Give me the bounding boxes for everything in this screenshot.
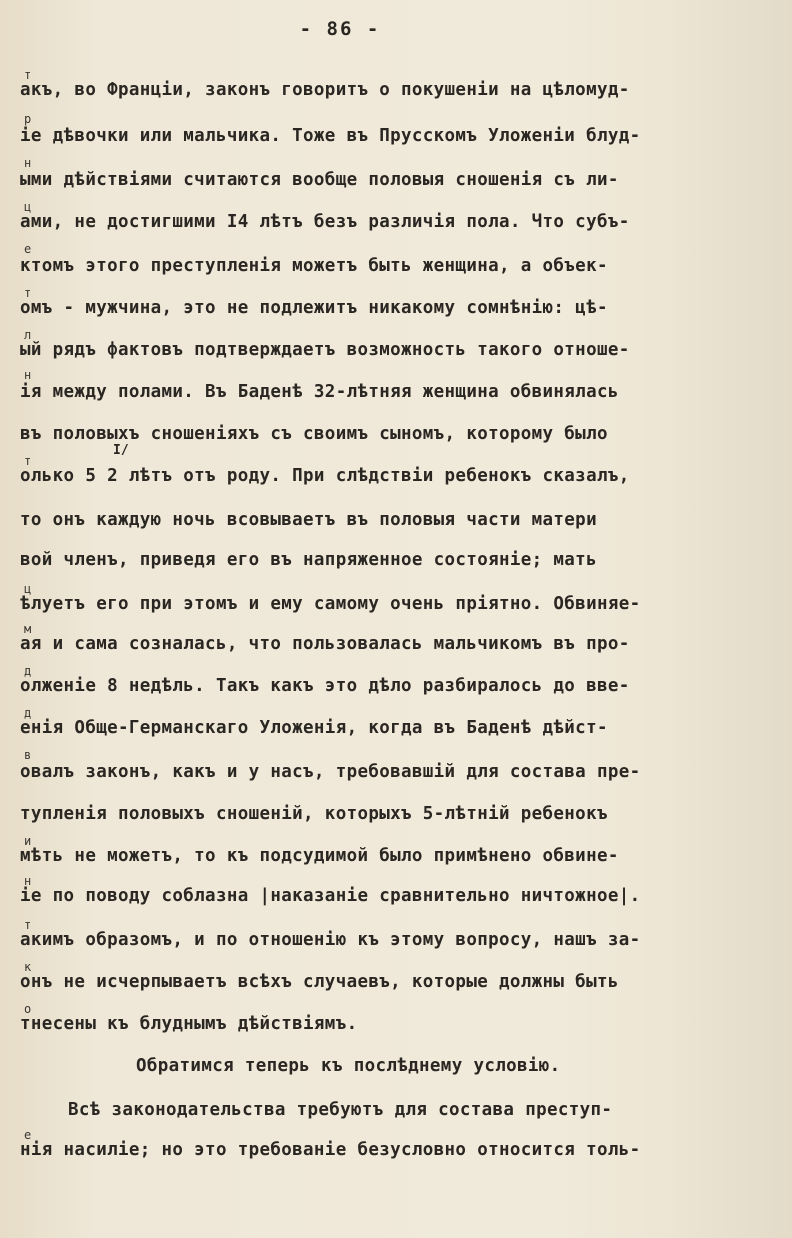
text-line: вой членъ, приведя его въ напряженное состоянiе; мать <box>20 550 597 570</box>
text-line: омъ - мужчина, это не подлежитъ никакому сомнѣнiю: цѣ- <box>20 298 608 318</box>
text-line: нiя насилiе; но это требованiе безусловно относится толь- <box>20 1140 641 1160</box>
text-line: акимъ образомъ, и по отношенiю къ этому вопросу, нашъ за- <box>20 930 641 950</box>
margin-mark: в <box>24 748 32 762</box>
text-line: ктомъ этого преступленiя можетъ быть женщина, а объек- <box>20 256 608 276</box>
page-number: - 86 - <box>299 18 381 40</box>
fraction-superscript: I/ <box>113 443 129 458</box>
margin-mark: о <box>24 1002 32 1016</box>
section-heading: Обратимся теперь къ послѣднему условiю. <box>136 1056 561 1076</box>
text-line: мѣть не можетъ, то къ подсудимой было примѣнено обвине- <box>20 846 619 866</box>
margin-mark: н <box>24 156 32 170</box>
margin-mark: н <box>24 368 32 382</box>
text-line: ый рядъ фактовъ подтверждаетъ возможность такого отноше- <box>20 340 630 360</box>
text-line: iе по поводу соблазна |наказанiе сравнительно ничтожное|. <box>20 886 641 906</box>
text-line: въ половыхъ сношенiяхъ съ своимъ сыномъ, которому было <box>20 424 608 444</box>
margin-mark: ц <box>24 582 32 596</box>
text-line: олженiе 8 недѣль. Такъ какъ это дѣло разбиралось до вве- <box>20 676 630 696</box>
margin-mark: е <box>24 1128 32 1142</box>
margin-mark: т <box>24 918 32 932</box>
margin-mark: т <box>24 68 32 82</box>
text-line: онъ не исчерпываетъ всѣхъ случаевъ, которые должны быть <box>20 972 619 992</box>
margin-mark: и <box>24 834 32 848</box>
margin-mark: н <box>24 874 32 888</box>
margin-mark: л <box>24 328 32 342</box>
margin-mark: д <box>24 706 32 720</box>
margin-mark: е <box>24 242 32 256</box>
text-line: ами, не достигшими I4 лѣтъ безъ различiя пола. Что субъ- <box>20 212 630 232</box>
text-line: Всѣ законодательства требуютъ для состава преступ- <box>68 1100 613 1120</box>
text-line: то онъ каждую ночь всовываетъ въ половыя части матери <box>20 510 597 530</box>
text-line: овалъ законъ, какъ и у насъ, требовавшiй для состава пре- <box>20 762 641 782</box>
text-line: ыми дѣйствiями считаются вообще половыя сношенiя съ ли- <box>20 170 619 190</box>
text-line: енiя Обще-Германскаго Уложенiя, когда въ Баденѣ дѣйст- <box>20 718 608 738</box>
margin-mark: т <box>24 286 32 300</box>
margin-mark: к <box>24 960 32 974</box>
text-line: тнесены къ блуднымъ дѣйствiямъ. <box>20 1014 358 1034</box>
text-line: ая и сама созналась, что пользовалась мальчикомъ въ про- <box>20 634 630 654</box>
margin-mark: т <box>24 454 32 468</box>
text-line: олько 5 2 лѣтъ отъ роду. При слѣдствiи ребенокъ сказалъ, <box>20 466 630 486</box>
text-line: iя между полами. Въ Баденѣ 32-лѣтняя женщина обвинялась <box>20 382 619 402</box>
text-line: ѣлуетъ его при этомъ и ему самому очень прiятно. Обвиняе- <box>20 594 641 614</box>
margin-mark: м <box>24 622 32 636</box>
text-line: iе дѣвочки или мальчика. Тоже въ Прусскомъ Уложенiи блуд- <box>20 126 641 146</box>
text-line: тупленiя половыхъ сношенiй, которыхъ 5-лѣтнiй ребенокъ <box>20 804 608 824</box>
text-line: акъ, во Францiи, законъ говоритъ о покушенiи на цѣломуд- <box>20 80 630 100</box>
margin-mark: д <box>24 664 32 678</box>
margin-mark: ц <box>24 200 32 214</box>
margin-mark: р <box>24 112 32 126</box>
